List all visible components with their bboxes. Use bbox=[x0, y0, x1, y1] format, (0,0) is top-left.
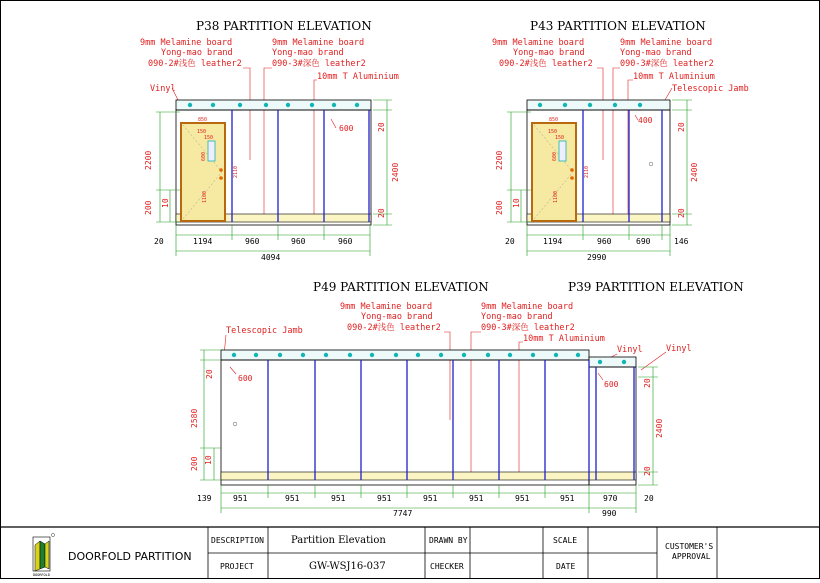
p49-note-leather-left: 090-2#浅色 leather2 bbox=[347, 323, 441, 333]
p49-frame bbox=[221, 360, 589, 485]
p43-note-brand-right: Yong-mao brand bbox=[620, 48, 692, 58]
p43-note-leather-left: 090-2#浅色 leather2 bbox=[499, 59, 593, 69]
p49-left-dim-bottom: 200 bbox=[190, 456, 199, 471]
project-label: PROJECT bbox=[220, 562, 254, 571]
p38-bay-width: 600 bbox=[339, 124, 354, 133]
p49-bay-3: 951 bbox=[331, 494, 346, 503]
p43-door-lock bbox=[570, 176, 574, 180]
p43-right-dimension-lines bbox=[672, 100, 692, 225]
p39-right-dim-mid: 2400 bbox=[655, 418, 664, 438]
p49-note-brand-right: Yong-mao brand bbox=[481, 312, 553, 322]
p38-right-dimension-lines bbox=[373, 100, 392, 225]
p38-door-vision-panel bbox=[208, 141, 215, 161]
p43-leader-leather-left bbox=[597, 68, 603, 160]
p39-note-vinyl-right: Vinyl bbox=[666, 344, 692, 354]
p38-door-leaf bbox=[181, 123, 225, 221]
p49-p39-elevation bbox=[190, 280, 744, 518]
p43-door-handle bbox=[570, 168, 574, 172]
p43-door-vision-panel bbox=[559, 141, 566, 161]
p43-bay-width: 400 bbox=[638, 116, 653, 125]
p43-title: P43 PARTITION ELEVATION bbox=[530, 19, 706, 33]
p38-door-height: 2110 bbox=[233, 165, 239, 178]
title-block bbox=[0, 527, 820, 579]
p38-bay-leader bbox=[331, 119, 336, 128]
p49-note-jamb: Telescopic Jamb bbox=[226, 326, 303, 336]
p43-right-dim-bottom: 20 bbox=[677, 208, 686, 218]
p38-ceiling-track bbox=[176, 100, 371, 110]
p39-ceiling-track bbox=[589, 357, 636, 367]
p38-left-dim-small: 10 bbox=[161, 198, 170, 208]
p49-note-melamine-left: 9mm Melamine board bbox=[340, 302, 433, 312]
p39-note-vinyl-left: Vinyl bbox=[617, 345, 643, 355]
p39-bay-width: 600 bbox=[604, 380, 619, 389]
p38-note-melamine-left: 9mm Melamine board bbox=[140, 38, 233, 48]
p49-bay-7: 951 bbox=[515, 494, 530, 503]
p38-door-vision: 600 bbox=[201, 151, 207, 161]
p49-note-brand-left: Yong-mao brand bbox=[361, 312, 433, 322]
p49-jamb-knob bbox=[233, 422, 237, 426]
p39-bay-leader bbox=[598, 373, 603, 380]
p43-note-jamb: Telescopic Jamb bbox=[672, 84, 749, 94]
p43-total: 2990 bbox=[587, 253, 607, 262]
p49-title: P49 PARTITION ELEVATION bbox=[313, 280, 489, 294]
p38-leader-leather-right bbox=[264, 68, 272, 220]
p49-bay-5: 951 bbox=[423, 494, 438, 503]
p43-right-dim-mid: 2400 bbox=[690, 162, 699, 182]
p38-title: P38 PARTITION ELEVATION bbox=[196, 19, 372, 33]
p43-panel-joints bbox=[583, 110, 662, 222]
p43-left-dim-top: 2200 bbox=[495, 150, 504, 170]
p43-jamb-knob bbox=[649, 162, 653, 166]
p43-bay-3: 690 bbox=[636, 237, 651, 246]
p43-note-melamine-right: 9mm Melamine board bbox=[620, 38, 713, 48]
p43-door-leaf bbox=[532, 123, 576, 221]
p43-bay-2: 960 bbox=[597, 237, 612, 246]
p43-door-sub-a: 150 bbox=[548, 129, 558, 135]
logo-wordmark: DOORFOLD bbox=[33, 573, 50, 577]
p43-left-dim-small: 10 bbox=[512, 198, 521, 208]
p49-note-melamine-right: 9mm Melamine board bbox=[481, 302, 574, 312]
p43-door-lower: 1100 bbox=[553, 190, 559, 203]
p43-left-dim-bottom: 200 bbox=[495, 200, 504, 215]
p49-bay-0: 139 bbox=[197, 494, 212, 503]
p38-note-leather-right: 090-3#深色 leather2 bbox=[272, 59, 366, 69]
p38-right-dim-top: 20 bbox=[377, 122, 386, 132]
p38-bay-2: 960 bbox=[245, 237, 260, 246]
p43-note-brand-left: Yong-mao brand bbox=[513, 48, 585, 58]
checker-label: CHECKER bbox=[430, 562, 464, 571]
p38-total: 4094 bbox=[261, 253, 281, 262]
description-value: Partition Elevation bbox=[291, 535, 386, 546]
p38-note-brand-right: Yong-mao brand bbox=[272, 48, 344, 58]
p49-bay-6: 951 bbox=[469, 494, 484, 503]
p38-bay-0: 20 bbox=[154, 237, 164, 246]
customer-approval-line1: CUSTOMER'S bbox=[665, 542, 714, 551]
p43-note-melamine-left: 9mm Melamine board bbox=[492, 38, 585, 48]
p38-door-sub-a: 150 bbox=[197, 129, 207, 135]
p43-bay-0: 20 bbox=[505, 237, 515, 246]
p38-left-dim-bottom: 200 bbox=[144, 200, 153, 215]
p49-left-dim-small: 10 bbox=[204, 455, 213, 465]
p38-bay-3: 960 bbox=[291, 237, 306, 246]
p38-note-brand-left: Yong-mao brand bbox=[161, 48, 233, 58]
p38-door-handle bbox=[219, 168, 223, 172]
p43-bay-1: 1194 bbox=[543, 237, 563, 246]
p43-leader-jamb bbox=[665, 88, 672, 100]
doorfold-logo-icon bbox=[33, 533, 55, 577]
p38-bay-4: 960 bbox=[338, 237, 353, 246]
customer-approval-line2: APPROVAL bbox=[672, 552, 711, 561]
date-label: DATE bbox=[556, 562, 576, 571]
p39-total: 990 bbox=[602, 509, 617, 518]
company-name: DOORFOLD PARTITION bbox=[68, 550, 192, 563]
p49-left-dim-mid: 2580 bbox=[190, 408, 199, 428]
p38-note-melamine-right: 9mm Melamine board bbox=[272, 38, 365, 48]
p43-ceiling-track bbox=[527, 100, 670, 110]
p43-right-dim-top: 20 bbox=[677, 122, 686, 132]
p43-door-sub-b: 150 bbox=[555, 135, 565, 141]
p39-bay-1: 20 bbox=[644, 494, 654, 503]
p38-left-dim-top: 2200 bbox=[144, 150, 153, 170]
p38-door-lock bbox=[219, 176, 223, 180]
p49-bay-2: 951 bbox=[285, 494, 300, 503]
p49-bay-width: 600 bbox=[238, 374, 253, 383]
p49-bay-1: 951 bbox=[233, 494, 248, 503]
p38-door-sub-b: 150 bbox=[204, 135, 214, 141]
p38-note-leather-left: 090-2#浅色 leather2 bbox=[148, 59, 242, 69]
p49-total: 7747 bbox=[393, 509, 413, 518]
p39-right-dim-top: 20 bbox=[643, 378, 652, 388]
project-value: GW-WSJ16-037 bbox=[309, 561, 386, 572]
p43-note-leather-right: 090-3#深色 leather2 bbox=[620, 59, 714, 69]
p49-floor-strip bbox=[221, 472, 636, 480]
p49-note-leather-right: 090-3#深色 leather2 bbox=[481, 323, 575, 333]
p38-right-dim-mid: 2400 bbox=[391, 162, 400, 182]
drawn-by-label: DRAWN BY bbox=[429, 536, 468, 545]
p49-note-aluminium: 10mm T Aluminium bbox=[523, 334, 605, 344]
p49-leader-leather-left bbox=[444, 332, 450, 420]
p43-elevation bbox=[492, 19, 749, 262]
title-block-grid bbox=[208, 527, 717, 579]
customer-approval-label bbox=[665, 542, 718, 561]
p38-door-width: 850 bbox=[198, 117, 208, 123]
p43-leader-leather-right bbox=[613, 68, 620, 220]
description-label: DESCRIPTION bbox=[211, 536, 264, 545]
p49-bay-4: 951 bbox=[377, 494, 392, 503]
p43-door-height: 2110 bbox=[584, 165, 590, 178]
p49-bay-leader bbox=[230, 367, 236, 374]
p38-right-dim-bottom: 20 bbox=[377, 208, 386, 218]
p38-elevation bbox=[140, 19, 400, 262]
p38-leader-leather-left bbox=[243, 68, 250, 160]
p38-note-vinyl: Vinyl bbox=[150, 84, 176, 94]
p39-title: P39 PARTITION ELEVATION bbox=[568, 280, 744, 294]
p49-panel-joints bbox=[268, 360, 634, 480]
p38-note-aluminium: 10mm T Aluminium bbox=[317, 72, 399, 82]
p43-bay-4: 146 bbox=[674, 237, 689, 246]
p43-door-vision: 600 bbox=[552, 151, 558, 161]
p39-bay-0: 970 bbox=[603, 494, 618, 503]
p49-bay-8: 951 bbox=[560, 494, 575, 503]
scale-label: SCALE bbox=[553, 536, 578, 545]
p43-note-aluminium: 10mm T Aluminium bbox=[633, 72, 715, 82]
p43-door-width: 850 bbox=[549, 117, 559, 123]
p39-right-dim-bottom: 20 bbox=[643, 466, 652, 476]
p49-left-dim-top: 20 bbox=[205, 369, 214, 379]
p38-door-lower: 1100 bbox=[202, 190, 208, 203]
p49-leader-aluminium bbox=[519, 342, 523, 476]
p38-bay-1: 1194 bbox=[193, 237, 213, 246]
